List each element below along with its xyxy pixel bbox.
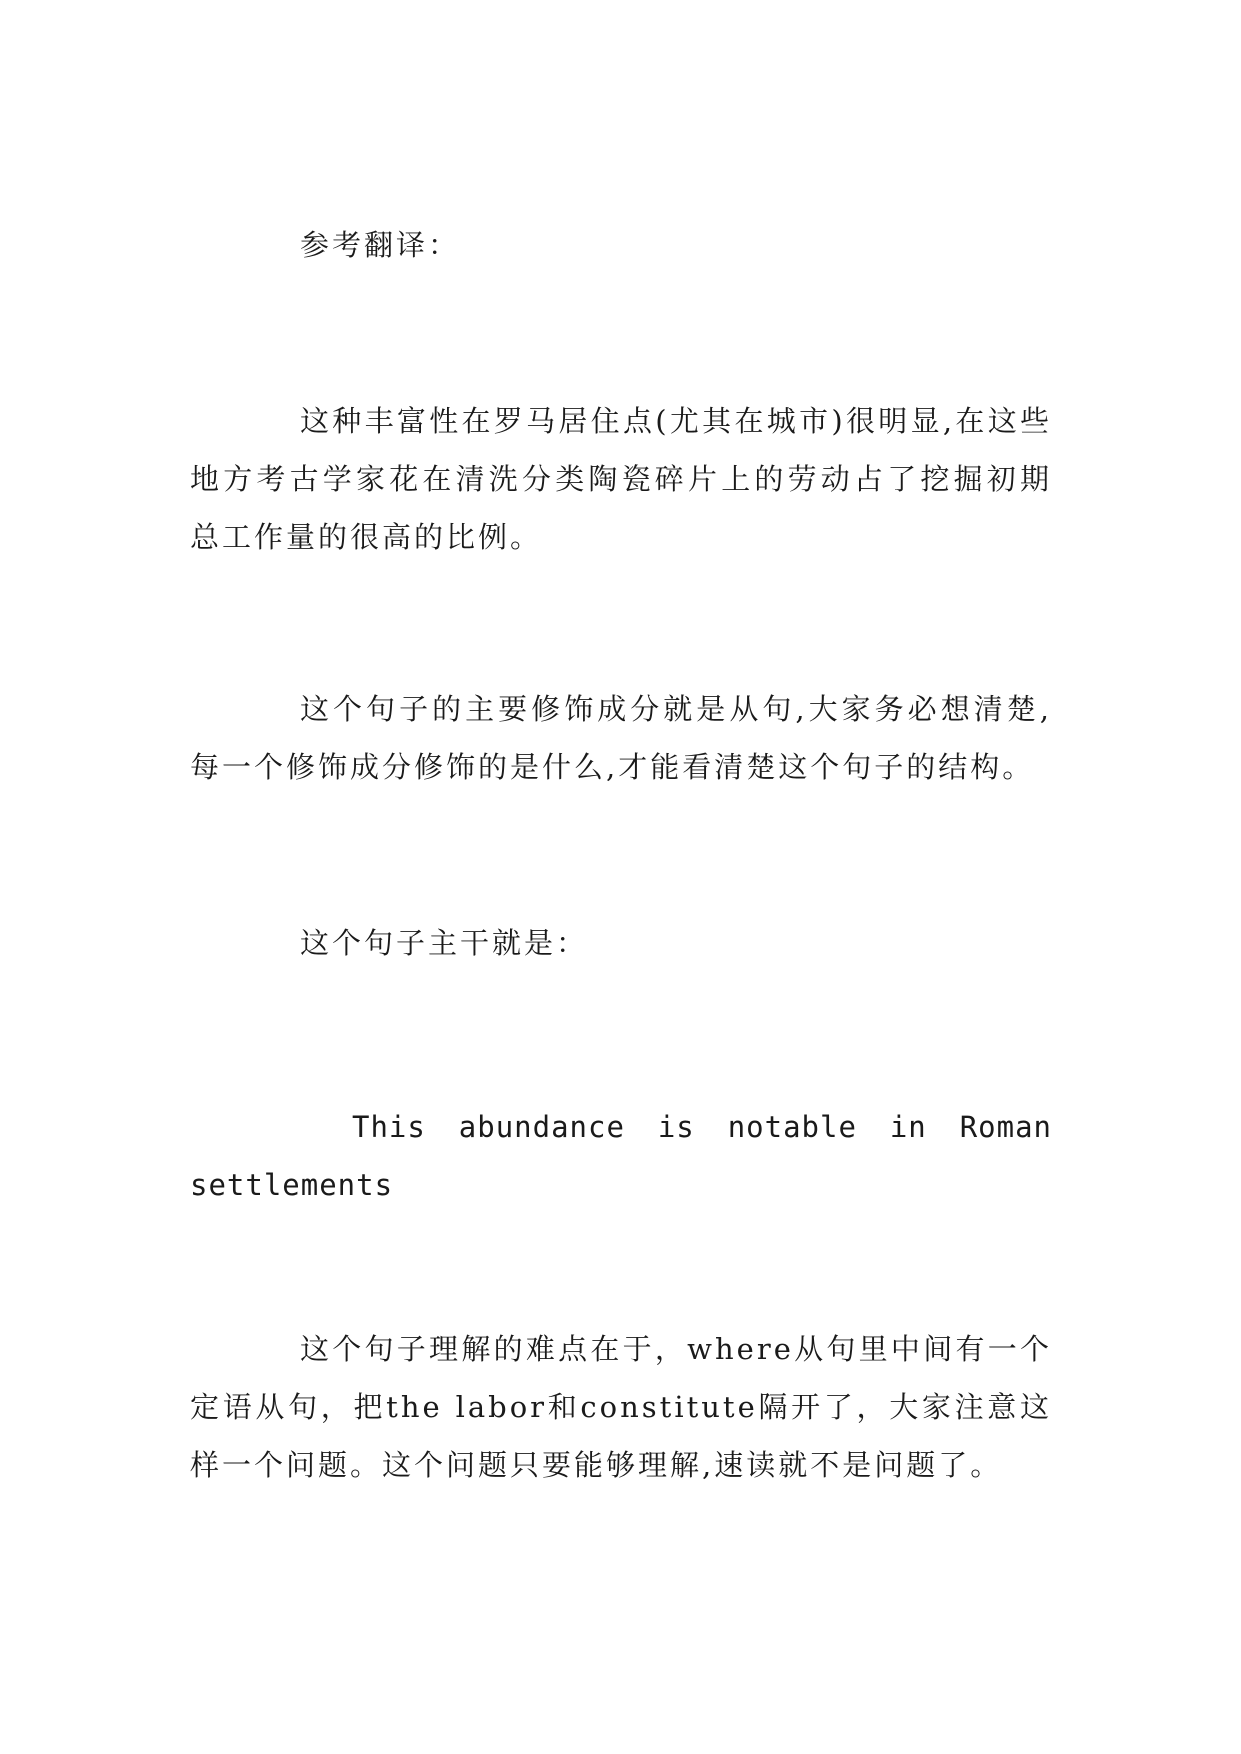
heading-reference-translation: 参考翻译：	[300, 228, 461, 262]
paragraph-translation: 这种丰富性在罗马居住点(尤其在城市)很明显,在这些地方考古学家花在清洗分类陶瓷碎片上的劳动占了挖掘初期总工作量的很高的比例。	[190, 404, 1052, 554]
paragraph-difficulty-explanation: 这个句子理解的难点在于，where从句里中间有一个定语从句，把the labor和constitute隔开了，大家注意这样一个问题。这个问题只要能够理解,速读就不是问题了。	[190, 1332, 1052, 1482]
paragraph-english-main-clause: This abundance is notable in Roman settlements	[190, 1110, 1052, 1202]
paragraph-modifier-explanation: 这个句子的主要修饰成分就是从句,大家务必想清楚,每一个修饰成分修饰的是什么,才能看清楚这个句子的结构。	[190, 692, 1053, 784]
paragraph-main-clause-intro: 这个句子主干就是：	[300, 926, 589, 960]
